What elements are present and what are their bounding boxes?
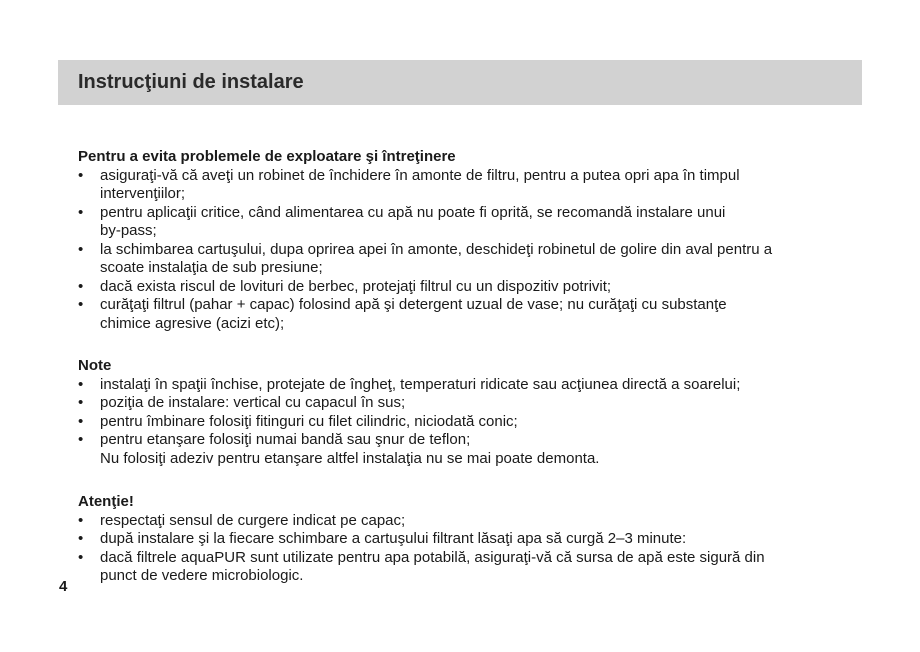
list-item <box>78 512 868 531</box>
section-title-notes: Note <box>78 357 112 374</box>
list-item-line: • dacă exista riscul de lovituri de berbec, protejaţi filtrul cu un dispozitiv potrivit; <box>100 277 612 295</box>
list-item-line: • respectaţi sensul de curgere indicat pe capac; <box>100 511 406 529</box>
list-item-line: • curăţaţi filtrul (pahar + capac) folosind apă şi detergent uzual de vase; nu curăţaţi cu substanţe <box>100 296 727 313</box>
list-item-line: • asiguraţi-vă că aveţi un robinet de închidere în amonte de filtru, pentru a putea opri apa în timpul <box>100 166 740 184</box>
section-notes <box>78 357 868 468</box>
list-item-line: • instalaţi în spaţii închise, protejate de îngheţ, temperaturi ridicate sau acţiunea directă a soarelui; <box>100 375 741 393</box>
page-number: 4 <box>59 578 68 595</box>
list-item <box>78 394 868 413</box>
list-item-line: • poziţia de instalare: vertical cu capacul în sus; <box>100 394 406 411</box>
list-item <box>78 413 868 432</box>
list-item <box>78 241 868 278</box>
list-item-line: • pentru îmbinare folosiţi fitinguri cu filet cilindric, niciodată conic; <box>100 412 518 430</box>
list-item-line: • dacă filtrele aquaPUR sunt utilizate pentru apa potabilă, asiguraţi-vă că sursa de apă este sigură din <box>100 548 765 566</box>
list-item-line: chimice agresive (acizi etc); <box>100 314 285 332</box>
list-item-line: • pentru aplicaţii critice, când alimentarea cu apă nu poate fi oprită, se recomandă instalare unui <box>100 203 726 221</box>
page-header-bar <box>58 60 862 105</box>
list-item <box>78 167 868 204</box>
notes-list <box>78 376 868 469</box>
maintenance-list <box>78 167 868 334</box>
section-title-maintenance: Pentru a evita problemele de exploatare şi întreţinere <box>78 148 456 165</box>
section-attention <box>78 493 868 586</box>
list-item <box>78 296 868 333</box>
section-title-attention: Atenţie! <box>78 493 134 510</box>
list-item-line: • pentru etanşare folosiţi numai bandă sau şnur de teflon; <box>100 431 471 448</box>
list-item <box>78 204 868 241</box>
list-item <box>78 530 868 549</box>
list-item <box>78 431 868 468</box>
section-maintenance <box>78 148 868 333</box>
attention-list <box>78 512 868 586</box>
list-item-line: • la schimbarea cartuşului, dupa oprirea apei în amonte, deschideţi robinetul de golire din aval pentru a <box>100 240 773 258</box>
list-item <box>78 278 868 297</box>
list-item-line: scoate instalaţia de sub presiune; <box>100 259 323 276</box>
list-item-line: • după instalare şi la fiecare schimbare a cartuşului filtrant lăsaţi apa să curgă 2–3 minute: <box>100 530 687 547</box>
list-item-line: by-pass; <box>100 222 157 239</box>
list-item <box>78 376 868 395</box>
list-item-line: Nu folosiţi adeziv pentru etanşare altfel instalaţia nu se mai poate demonta. <box>100 449 600 467</box>
list-item-line: punct de vedere microbiologic. <box>100 567 304 584</box>
list-item <box>78 549 868 586</box>
page-title: Instrucţiuni de instalare <box>78 71 304 93</box>
list-item-line: intervenţiilor; <box>100 185 186 202</box>
